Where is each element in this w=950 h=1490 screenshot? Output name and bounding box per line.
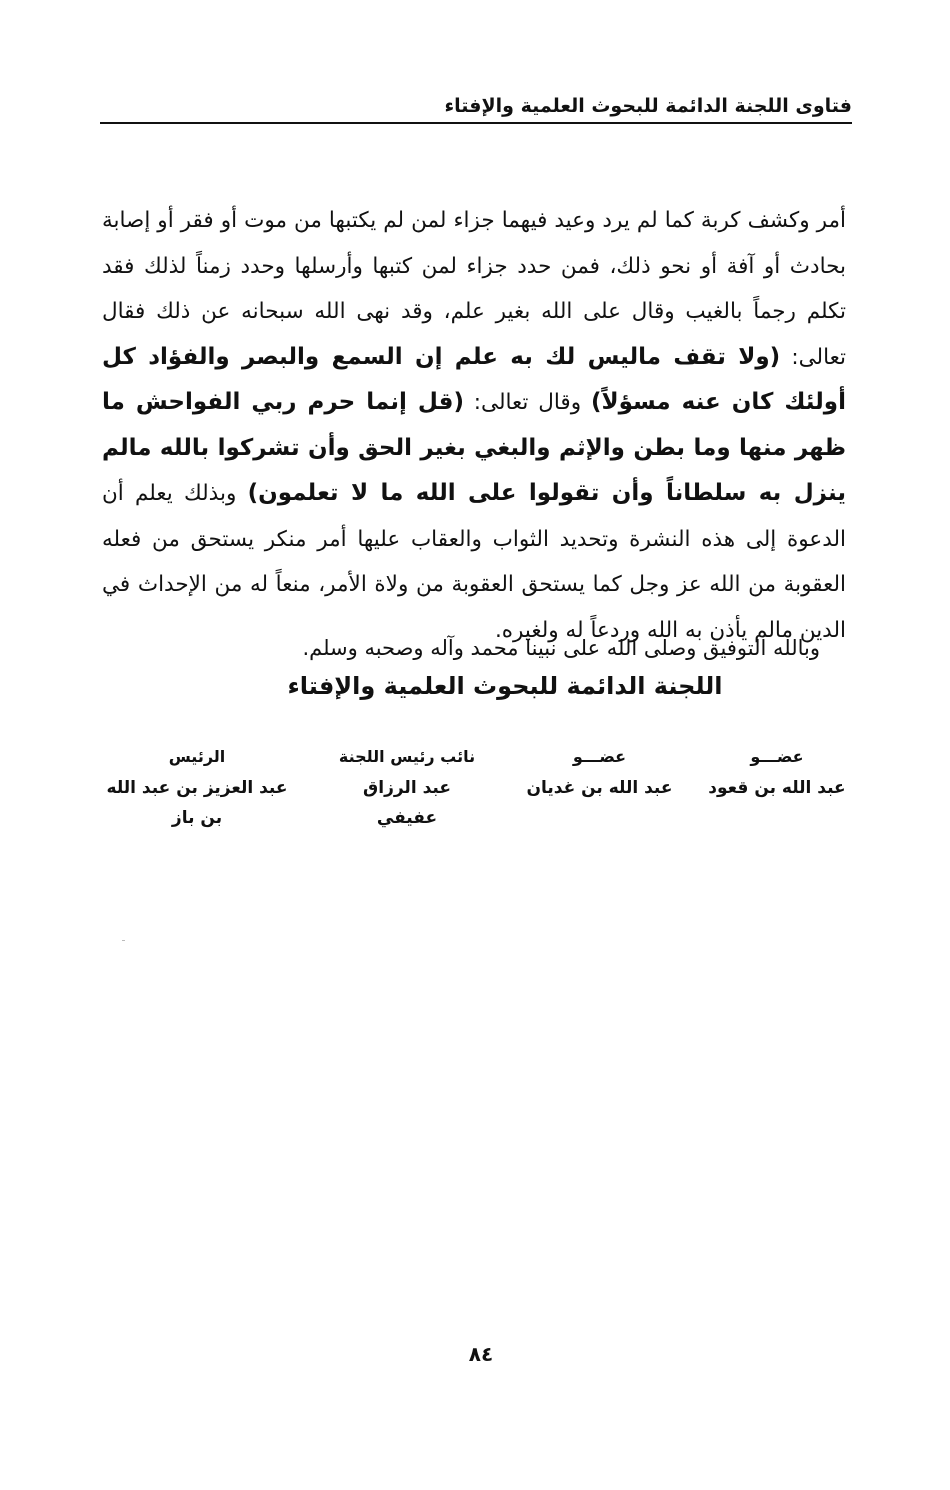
signatory [522,745,677,803]
fatwa-body-text [102,198,846,653]
body-text-part-2: وقال تعالى: [473,390,582,415]
signatory-role: عضـــو [572,747,627,766]
body-text-part-3: وبذلك يعلم أن الدعوة إلى هذه النشرة وتحديد الثواب والعقاب عليها أمر منكر يستحق من فعله العقوبة من الله عز وجل كما يستحق العقوبة من ولاة الأمر، منعاً له من الإحداث في الدين مالم يأذن به الله وردعاً له ولغيره. [102,481,846,643]
signatories-block [100,745,852,828]
signatory-name: عبد العزيز بن عبد الله بن باز [106,778,288,828]
running-header [100,92,852,124]
signatory-name: عبد الرزاق عفيفي [363,778,451,828]
quran-quote-2: (قل إنما حرم ربي الفواحش ما ظهر منها وما بطن والإثم والبغي بغير الحق وأن تشركوا بالله مالم ينزل به سلطاناً وأن تقولوا على الله ما لا تعلمون) [102,389,846,506]
quran-quote-1: (ولا تقف ماليس لك به علم إن السمع والبصر والفؤاد كل أولئك كان عنه مسؤلاً) [102,343,846,415]
committee-name: اللجنة الدائمة للبحوث العلمية والإفتاء [287,672,723,700]
body-text-part-1: أمر وكشف كربة كما لم يرد وعيد فيهما جزاء لمن لم يكتبها من موت أو فقر أو إصابة بحادث أو آفة أو نحو ذلك، فمن حدد جزاء لمن كتبها وأرسلها وحدد زمناً لذلك فقد تكلم رجماً بالغيب وقال على الله بغير علم، وقد نهى الله سبحانه عن ذلك فقال تعالى: [102,208,846,370]
closing-line: وبالله التوفيق وصلى الله على نبينا محمد وآله وصحبه وسلم. [302,636,820,660]
signatory [332,745,482,833]
signatory-role: عضـــو [750,747,804,766]
header-title: فتاوى اللجنة الدائمة للبحوث العلمية والإفتاء [438,92,852,120]
page-number: ٨٤ [468,1342,494,1366]
signatory-name: عبد الله بن غديان [526,778,673,798]
scan-speck [122,940,125,941]
signatory-role: نائب رئيس اللجنة [338,747,476,766]
signatory [97,745,297,833]
signatory-role: الرئيس [168,747,226,766]
signatory [702,745,852,803]
signatory-name: عبد الله بن قعود [708,778,846,798]
